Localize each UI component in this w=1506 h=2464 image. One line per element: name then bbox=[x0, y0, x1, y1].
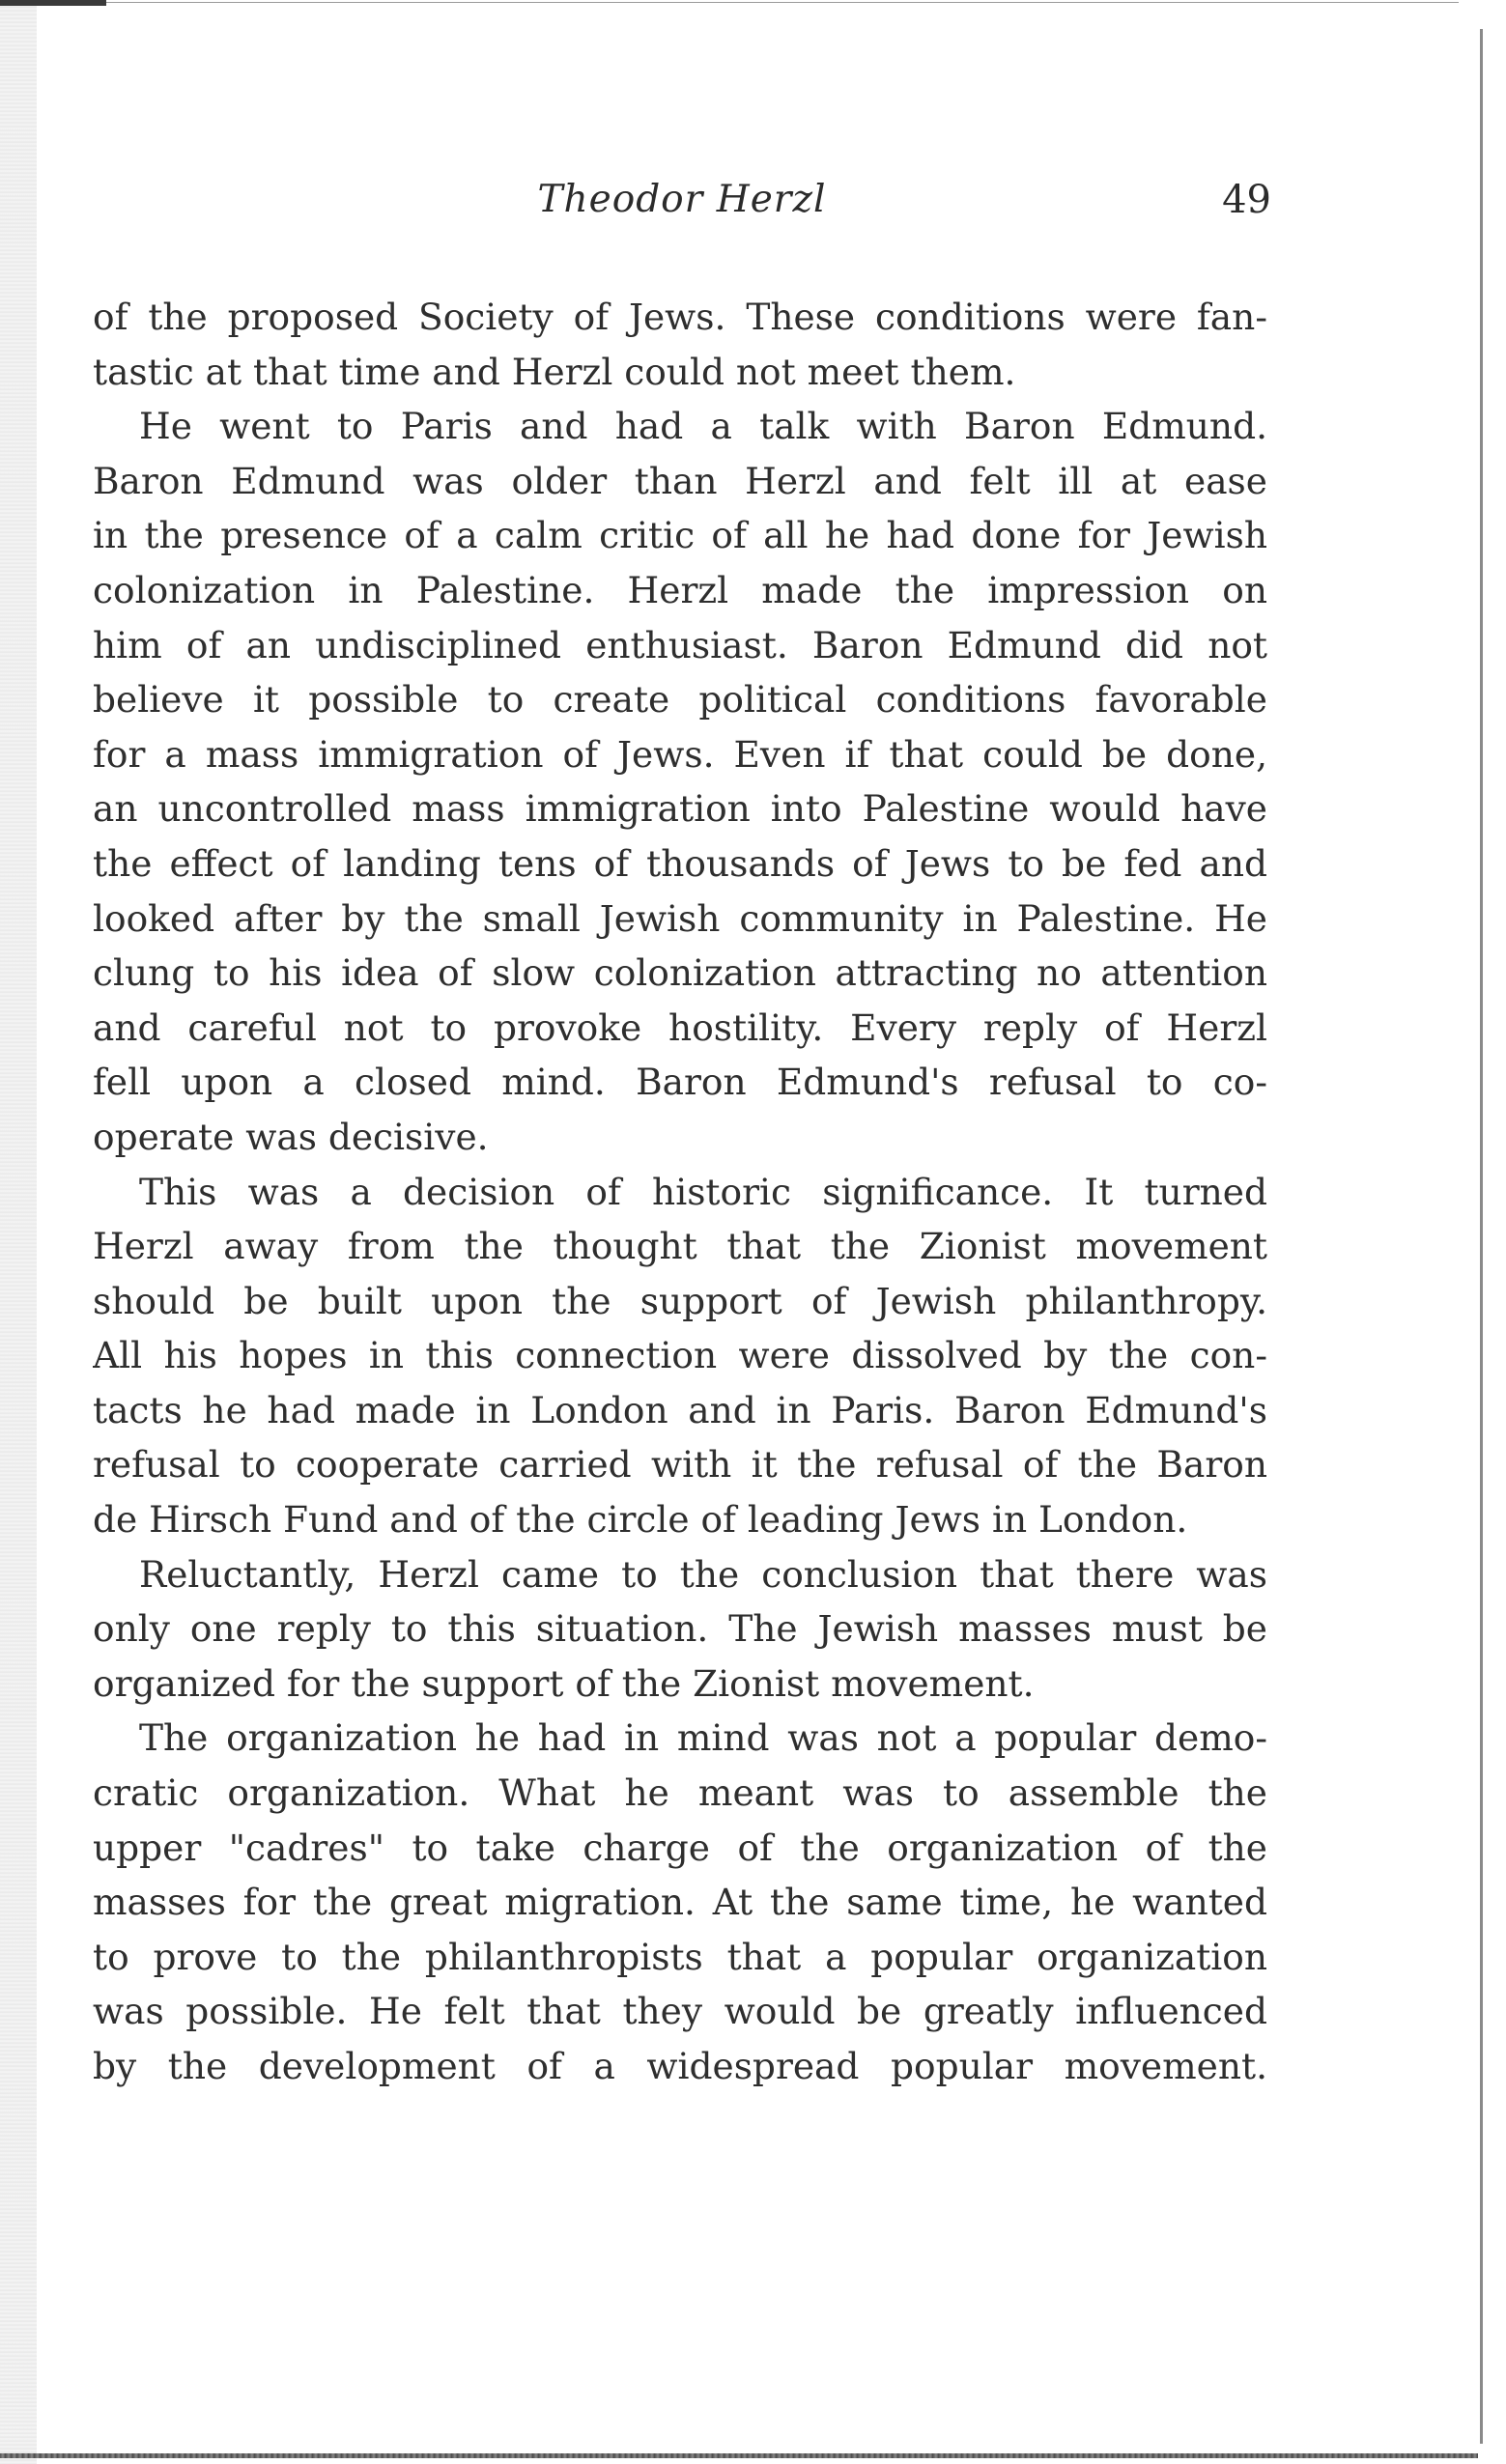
text-line: Baron Edmund was older than Herzl and felt ill at ease bbox=[93, 459, 1267, 502]
text-line: to prove to the philanthropists that a popular organization bbox=[93, 1935, 1267, 1978]
text-line: of the proposed Society of Jews. These conditions were fan- bbox=[93, 296, 1267, 338]
running-head bbox=[93, 178, 1271, 236]
text-line: an uncontrolled mass immigration into Palestine would have bbox=[93, 787, 1267, 831]
text-line: for a mass immigration of Jews. Even if that could be done, bbox=[93, 732, 1267, 776]
text-line: should be built upon the support of Jewish philanthropy. bbox=[93, 1279, 1267, 1322]
text-line: him of an undisciplined enthusiast. Baron Edmund did not bbox=[93, 623, 1267, 666]
scan-edge-top-line bbox=[106, 2, 1459, 3]
text-line: cratic organization. What he meant was to assemble the bbox=[93, 1771, 1267, 1815]
text-line: the effect of landing tens of thousands of Jews to be fed and bbox=[93, 841, 1267, 885]
text-line: All his hopes in this connection were dissolved by the con- bbox=[93, 1334, 1267, 1377]
text-line: colonization in Palestine. Herzl made the impression on bbox=[93, 568, 1267, 611]
paragraph-first-line: He went to Paris and had a talk with Baron Edmund. bbox=[139, 405, 1267, 448]
text-line: only one reply to this situation. The Jewish masses must be bbox=[93, 1607, 1267, 1651]
body-text bbox=[93, 290, 1267, 2094]
text-line: tacts he had made in London and in Paris. Baron Edmund's bbox=[93, 1388, 1267, 1431]
text-line: was possible. He felt that they would be greatly influenced bbox=[93, 1990, 1267, 2033]
scan-edge-top-mark bbox=[0, 0, 106, 6]
text-line: clung to his idea of slow colonization attracting no attention bbox=[93, 951, 1267, 995]
text-line: operate was decisive. bbox=[93, 1115, 489, 1158]
paragraph-first-line: This was a decision of historic significance. It turned bbox=[139, 1170, 1267, 1213]
text-line: believe it possible to create political conditions favorable bbox=[93, 678, 1267, 722]
text-line: refusal to cooperate carried with it the refusal of the Baron bbox=[93, 1443, 1267, 1487]
text-line: organized for the support of the Zionist movement. bbox=[93, 1661, 1035, 1705]
scan-edge-bottom bbox=[0, 2453, 1478, 2458]
scan-edge-right bbox=[1480, 29, 1483, 2444]
paragraph-first-line: Reluctantly, Herzl came to the conclusion that there was bbox=[139, 1552, 1267, 1596]
text-line: tastic at that time and Herzl could not meet them. bbox=[93, 350, 1016, 393]
text-line: by the development of a widespread popular movement. bbox=[93, 2045, 1267, 2087]
text-line: and careful not to provoke hostility. Every reply of Herzl bbox=[93, 1005, 1267, 1049]
paragraph-first-line: The organization he had in mind was not a popular demo- bbox=[139, 1716, 1267, 1760]
text-line: upper "cadres" to take charge of the organization of the bbox=[93, 1826, 1267, 1869]
running-title: Theodor Herzl bbox=[537, 178, 827, 221]
page-number: 49 bbox=[1222, 178, 1271, 222]
scan-edge-left bbox=[0, 0, 37, 2464]
text-line: de Hirsch Fund and of the circle of leading Jews in London. bbox=[93, 1498, 1188, 1542]
text-line: in the presence of a calm critic of all he had done for Jewish bbox=[93, 514, 1267, 557]
text-line: fell upon a closed mind. Baron Edmund's refusal to co- bbox=[93, 1061, 1267, 1104]
text-line: looked after by the small Jewish community in Palestine. He bbox=[93, 896, 1267, 940]
text-line: Herzl away from the thought that the Zionist movement bbox=[93, 1225, 1267, 1268]
text-line: masses for the great migration. At the same time, he wanted bbox=[93, 1881, 1267, 1924]
